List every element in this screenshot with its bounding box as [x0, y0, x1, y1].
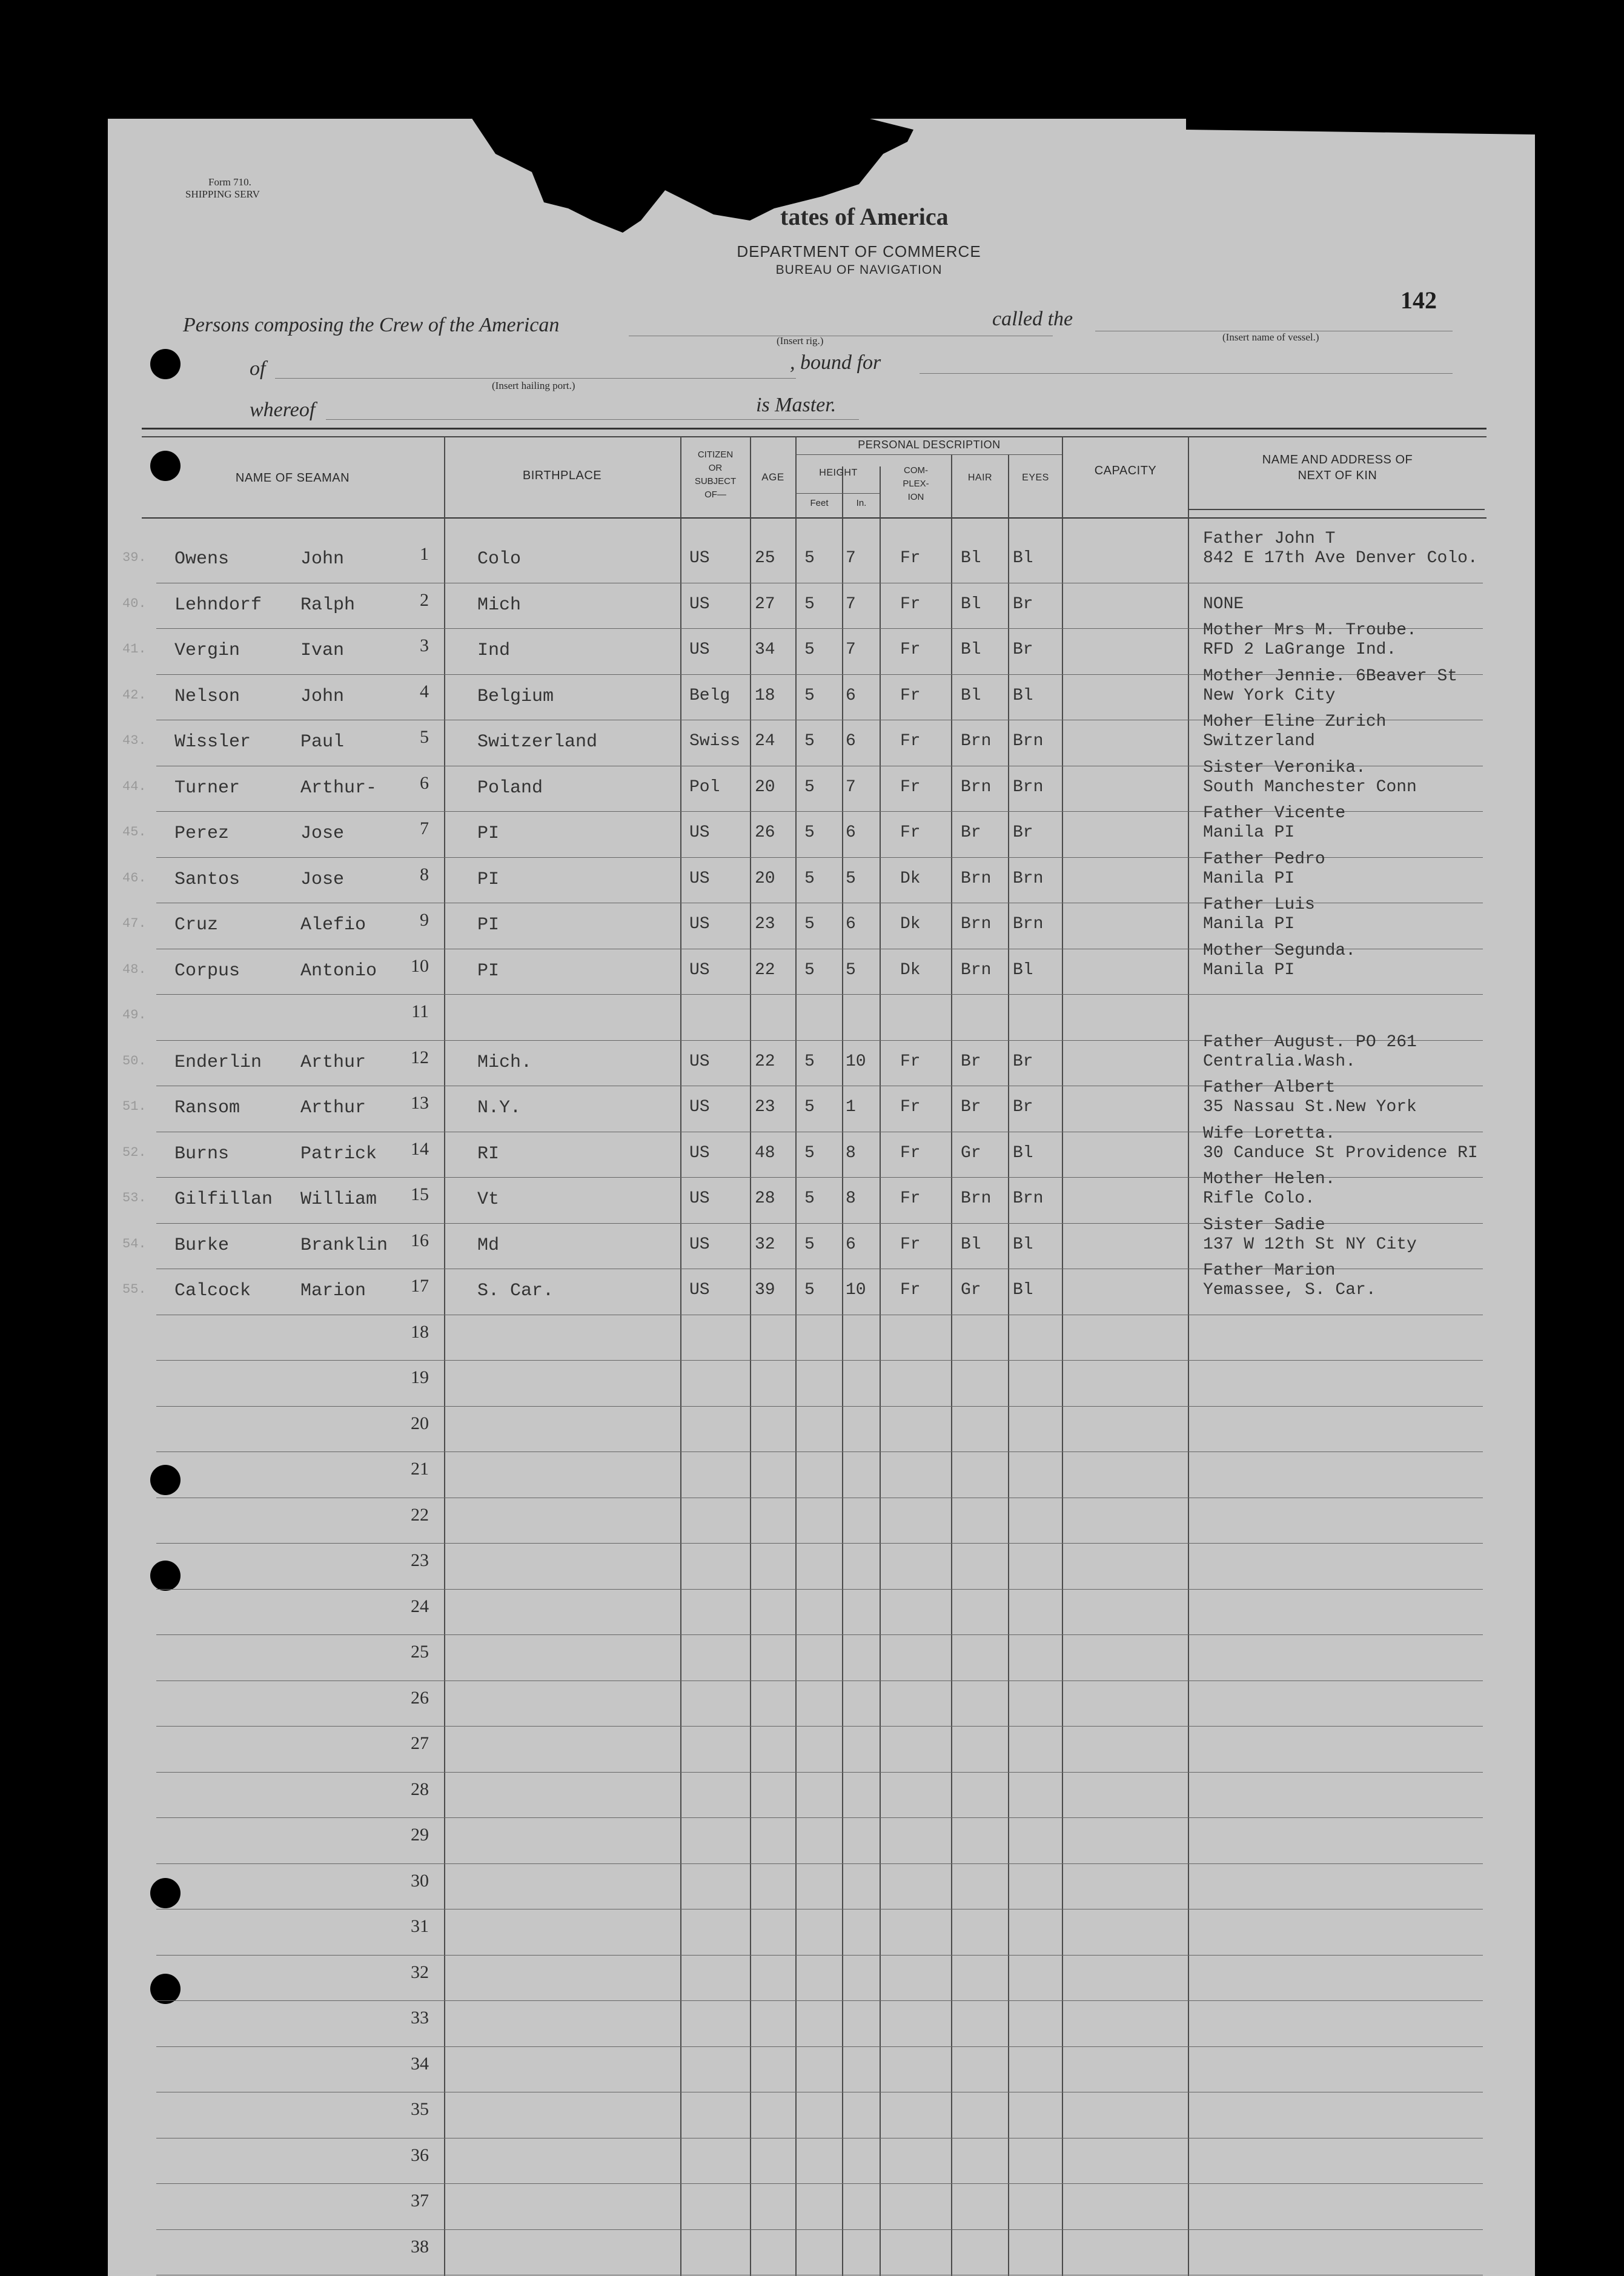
complexion-cell: Fr: [900, 1189, 921, 1208]
row-number: 20: [411, 1413, 429, 1433]
margin-index: 41.: [122, 642, 147, 657]
birthplace-cell: Switzerland: [477, 732, 598, 752]
row-divider: [156, 1543, 1483, 1544]
complexion-cell: Fr: [900, 686, 921, 705]
row-divider: [156, 1863, 1483, 1864]
next-of-kin-address: Rifle Colo.: [1203, 1189, 1315, 1208]
seaman-surname: Vergin: [174, 640, 240, 661]
age-cell: 32: [755, 1235, 775, 1254]
feet-cell: 5: [804, 549, 815, 568]
citizen-cell: US: [689, 1052, 710, 1071]
next-of-kin-name: Father John T: [1203, 529, 1336, 548]
inches-cell: 6: [846, 686, 856, 705]
complexion-cell: Fr: [900, 594, 921, 614]
inches-cell: 6: [846, 915, 856, 934]
service-label: SHIPPING SERV: [185, 188, 260, 200]
row-divider: [156, 2000, 1483, 2001]
torn-edge: [108, 118, 1535, 263]
master-label: is Master.: [756, 394, 837, 416]
punch-hole: [150, 349, 181, 379]
feet-cell: 5: [804, 1281, 815, 1299]
row-number: 21: [411, 1459, 429, 1479]
citizen-cell: US: [689, 1235, 710, 1254]
seaman-surname: Burns: [174, 1143, 230, 1164]
seaman-given-name: Branklin: [300, 1235, 388, 1256]
margin-index: 52.: [122, 1144, 147, 1160]
row-number: 27: [411, 1733, 429, 1753]
citizen-cell: US: [689, 1098, 710, 1116]
margin-index: 53.: [122, 1190, 147, 1206]
inches-cell: 7: [846, 594, 856, 614]
margin-index: 39.: [122, 550, 147, 565]
row-number: 34: [411, 2053, 429, 2074]
seaman-given-name: William: [300, 1189, 377, 1210]
row-number: 30: [411, 1870, 429, 1891]
next-of-kin-name: Sister Veronika.: [1203, 758, 1366, 777]
margin-index: 55.: [122, 1282, 147, 1297]
hair-cell: Br: [961, 823, 981, 842]
hair-cell: Bl: [961, 640, 981, 659]
hair-cell: Br: [961, 1098, 981, 1116]
punch-hole: [150, 1465, 181, 1495]
country-title: tates of America: [780, 203, 949, 230]
row-number: 32: [411, 1962, 429, 1982]
col-personal-desc-header: PERSONAL DESCRIPTION: [858, 439, 1001, 451]
next-of-kin-address: NONE: [1203, 594, 1244, 614]
eyes-cell: Bl: [1013, 1235, 1033, 1254]
form-number: Form 710.: [208, 176, 251, 188]
age-cell: 23: [755, 1098, 775, 1116]
margin-index: 45.: [122, 824, 147, 840]
margin-index: 40.: [122, 596, 147, 611]
birthplace-cell: Mich: [477, 594, 522, 615]
vessel-hint: (Insert name of vessel.): [1222, 331, 1319, 343]
inches-cell: 8: [846, 1189, 856, 1208]
citizen-cell: US: [689, 869, 710, 888]
col-feet-header: Feet: [810, 498, 829, 508]
eyes-cell: Br: [1013, 640, 1033, 659]
row-number: 5: [420, 727, 429, 747]
margin-index: 43.: [122, 733, 147, 748]
hair-cell: Brn: [961, 869, 992, 888]
seaman-surname: Enderlin: [174, 1052, 262, 1073]
seaman-given-name: Ralph: [300, 594, 356, 615]
eyes-cell: Brn: [1013, 915, 1044, 934]
complexion-cell: Fr: [900, 777, 921, 797]
next-of-kin-name: Father August. PO 261: [1203, 1032, 1417, 1052]
inches-cell: 7: [846, 777, 856, 797]
col-hair-header: HAIR: [967, 473, 993, 483]
citizen-cell: US: [689, 549, 710, 568]
birthplace-cell: Md: [477, 1235, 500, 1256]
seaman-surname: Calcock: [174, 1281, 251, 1301]
eyes-cell: Br: [1013, 594, 1033, 614]
next-of-kin-name: Mother Segunda.: [1203, 941, 1356, 960]
complexion-cell: Dk: [900, 915, 921, 934]
col-age-header: AGE: [761, 471, 784, 483]
row-number: 10: [411, 955, 429, 976]
row-number: 36: [411, 2145, 429, 2165]
citizen-cell: US: [689, 915, 710, 934]
hair-cell: Bl: [961, 1235, 981, 1254]
row-divider: [156, 2229, 1483, 2230]
row-divider: [156, 2183, 1483, 2184]
col-inches-header: In.: [856, 498, 867, 508]
next-of-kin-address: Manila PI: [1203, 823, 1295, 842]
row-divider: [156, 1772, 1483, 1773]
feet-cell: 5: [804, 594, 815, 614]
row-number: 2: [420, 589, 429, 610]
inches-cell: 10: [846, 1281, 866, 1299]
next-of-kin-address: Manila PI: [1203, 869, 1295, 888]
inches-cell: 1: [846, 1098, 856, 1116]
row-number: 14: [411, 1138, 429, 1159]
col-citizen-header: CITIZEN OR SUBJECT OF—: [694, 450, 737, 500]
col-capacity-header: CAPACITY: [1094, 464, 1157, 477]
birthplace-cell: RI: [477, 1143, 500, 1164]
seaman-given-name: Jose: [300, 823, 345, 844]
citizen-cell: US: [689, 960, 710, 980]
birthplace-cell: S. Car.: [477, 1281, 554, 1301]
row-divider: [156, 1406, 1483, 1407]
row-number: 12: [411, 1047, 429, 1067]
hair-cell: Brn: [961, 1189, 992, 1208]
eyes-cell: Bl: [1013, 1281, 1033, 1299]
seaman-given-name: Alefio: [300, 915, 366, 935]
age-cell: 39: [755, 1281, 775, 1299]
birthplace-cell: PI: [477, 869, 500, 890]
next-of-kin-name: Mother Helen.: [1203, 1170, 1336, 1189]
seaman-surname: Cruz: [174, 915, 219, 935]
complexion-cell: Fr: [900, 640, 921, 659]
inches-cell: 5: [846, 869, 856, 888]
margin-index: 42.: [122, 687, 147, 703]
next-of-kin-name: Sister Sadie: [1203, 1215, 1325, 1235]
crew-list-form: [108, 119, 1535, 2276]
row-number: 35: [411, 2099, 429, 2119]
row-divider: [156, 1589, 1483, 1590]
feet-cell: 5: [804, 1189, 815, 1208]
seaman-surname: Santos: [174, 869, 240, 890]
seaman-surname: Gilfillan: [174, 1189, 273, 1210]
next-of-kin-address: Yemassee, S. Car.: [1203, 1281, 1376, 1299]
seaman-given-name: Arthur-: [300, 777, 377, 798]
next-of-kin-address: Manila PI: [1203, 960, 1295, 980]
eyes-cell: Brn: [1013, 732, 1044, 751]
hair-cell: Gr: [961, 1281, 981, 1299]
next-of-kin-address: Switzerland: [1203, 732, 1315, 751]
citizen-cell: US: [689, 594, 710, 614]
bureau-title: BUREAU OF NAVIGATION: [775, 263, 943, 277]
margin-index: 44.: [122, 778, 147, 794]
birthplace-cell: PI: [477, 823, 500, 844]
margin-index: 47.: [122, 916, 147, 931]
feet-cell: 5: [804, 915, 815, 934]
col-birthplace-header: BIRTHPLACE: [522, 469, 602, 482]
inches-cell: 6: [846, 1235, 856, 1254]
hailing-port-hint: (Insert hailing port.): [492, 380, 575, 391]
seaman-given-name: Jose: [300, 869, 345, 890]
next-of-kin-address: RFD 2 LaGrange Ind.: [1203, 640, 1397, 659]
complexion-cell: Fr: [900, 1281, 921, 1299]
row-number: 17: [411, 1276, 429, 1296]
row-number: 9: [420, 910, 429, 930]
birthplace-cell: N.Y.: [477, 1098, 522, 1118]
next-of-kin-name: Father Luis: [1203, 895, 1315, 914]
row-divider: [156, 2046, 1483, 2047]
age-cell: 24: [755, 732, 775, 751]
eyes-cell: Br: [1013, 1098, 1033, 1116]
crew-line-label: Persons composing the Crew of the American: [183, 314, 560, 336]
eyes-cell: Brn: [1013, 869, 1044, 888]
seaman-given-name: Arthur: [300, 1098, 366, 1118]
eyes-cell: Bl: [1013, 686, 1033, 705]
feet-cell: 5: [804, 777, 815, 797]
margin-index: 50.: [122, 1053, 147, 1069]
row-number: 25: [411, 1642, 429, 1662]
birthplace-cell: Belgium: [477, 686, 554, 707]
complexion-cell: Fr: [900, 1143, 921, 1163]
row-number: 22: [411, 1504, 429, 1525]
eyes-cell: Br: [1013, 1052, 1033, 1071]
age-cell: 28: [755, 1189, 775, 1208]
next-of-kin-address: New York City: [1203, 686, 1336, 705]
punch-hole: [150, 1878, 181, 1908]
col-eyes-header: EYES: [1022, 473, 1049, 483]
row-number: 19: [411, 1367, 429, 1387]
feet-cell: 5: [804, 1098, 815, 1116]
next-of-kin-name: Mother Jennie. 6Beaver St: [1203, 666, 1458, 686]
feet-cell: 5: [804, 1143, 815, 1163]
next-of-kin-name: Father Vicente: [1203, 804, 1346, 823]
hair-cell: Bl: [961, 549, 981, 568]
next-of-kin-address: 30 Canduce St Providence RI: [1203, 1143, 1478, 1163]
age-cell: 18: [755, 686, 775, 705]
seaman-surname: Lehndorf: [174, 594, 262, 615]
hair-cell: Brn: [961, 732, 992, 751]
row-number: 1: [420, 544, 429, 564]
row-number: 13: [411, 1093, 429, 1113]
col-height-header: HEIGHT: [819, 468, 858, 478]
row-number: 37: [411, 2191, 429, 2211]
birthplace-cell: Ind: [477, 640, 511, 661]
row-number: 31: [411, 1916, 429, 1936]
seaman-given-name: Ivan: [300, 640, 345, 661]
seaman-surname: Wissler: [174, 732, 251, 752]
punch-hole: [150, 1561, 181, 1591]
birthplace-cell: PI: [477, 915, 500, 935]
row-number: 3: [420, 635, 429, 655]
row-divider: [156, 1817, 1483, 1818]
next-of-kin-name: Father Marion: [1203, 1261, 1336, 1280]
next-of-kin-address: 842 E 17th Ave Denver Colo.: [1203, 549, 1478, 568]
col-complexion-header: COM- PLEX- ION: [903, 465, 929, 502]
row-number: 24: [411, 1596, 429, 1616]
eyes-cell: Bl: [1013, 960, 1033, 980]
citizen-cell: US: [689, 1281, 710, 1299]
seaman-surname: Perez: [174, 823, 230, 844]
seaman-surname: Owens: [174, 549, 230, 569]
row-number: 29: [411, 1825, 429, 1845]
row-number: 8: [420, 864, 429, 884]
row-number: 26: [411, 1687, 429, 1708]
margin-index: 54.: [122, 1236, 147, 1252]
margin-index: 46.: [122, 870, 147, 886]
inches-cell: 10: [846, 1052, 866, 1071]
col-name-header: NAME OF SEAMAN: [235, 471, 350, 485]
citizen-cell: Swiss: [689, 732, 741, 751]
feet-cell: 5: [804, 686, 815, 705]
col-next-of-kin-header: NAME AND ADDRESS OF NEXT OF KIN: [1262, 453, 1413, 482]
age-cell: 34: [755, 640, 775, 659]
complexion-cell: Dk: [900, 960, 921, 980]
row-divider: [156, 1634, 1483, 1635]
margin-index: 49.: [122, 1007, 147, 1023]
seaman-surname: Nelson: [174, 686, 240, 707]
age-cell: 23: [755, 915, 775, 934]
hair-cell: Brn: [961, 960, 992, 980]
eyes-cell: Brn: [1013, 777, 1044, 797]
row-number: 18: [411, 1321, 429, 1342]
next-of-kin-name: Father Pedro: [1203, 849, 1325, 869]
feet-cell: 5: [804, 1052, 815, 1071]
bound-for-label: , bound for: [790, 351, 881, 374]
hair-cell: Bl: [961, 686, 981, 705]
rig-hint: (Insert rig.): [777, 335, 824, 347]
whereof-label: whereof: [250, 399, 316, 421]
citizen-cell: US: [689, 1143, 710, 1163]
row-number: 28: [411, 1779, 429, 1799]
age-cell: 22: [755, 1052, 775, 1071]
inches-cell: 8: [846, 1143, 856, 1163]
seaman-given-name: Paul: [300, 732, 345, 752]
seaman-given-name: John: [300, 549, 345, 569]
hair-cell: Bl: [961, 594, 981, 614]
inches-cell: 6: [846, 823, 856, 842]
feet-cell: 5: [804, 960, 815, 980]
age-cell: 26: [755, 823, 775, 842]
birthplace-cell: Poland: [477, 777, 543, 798]
feet-cell: 5: [804, 823, 815, 842]
eyes-cell: Bl: [1013, 1143, 1033, 1163]
seaman-surname: Burke: [174, 1235, 230, 1256]
complexion-cell: Dk: [900, 869, 921, 888]
citizen-cell: Belg: [689, 686, 731, 705]
row-number: 16: [411, 1230, 429, 1250]
row-divider: [156, 1360, 1483, 1361]
birthplace-cell: PI: [477, 960, 500, 981]
complexion-cell: Fr: [900, 823, 921, 842]
complexion-cell: Fr: [900, 1052, 921, 1071]
citizen-cell: US: [689, 640, 710, 659]
birthplace-cell: Colo: [477, 549, 522, 569]
birthplace-cell: Vt: [477, 1189, 500, 1210]
birthplace-cell: Mich.: [477, 1052, 532, 1073]
next-of-kin-name: Mother Mrs M. Troube.: [1203, 621, 1417, 640]
inches-cell: 7: [846, 549, 856, 568]
row-number: 38: [411, 2236, 429, 2257]
next-of-kin-name: Wife Loretta.: [1203, 1124, 1336, 1143]
row-number: 6: [420, 772, 429, 793]
citizen-cell: US: [689, 823, 710, 842]
complexion-cell: Fr: [900, 1098, 921, 1116]
feet-cell: 5: [804, 1235, 815, 1254]
next-of-kin-address: Centralia.Wash.: [1203, 1052, 1356, 1071]
seaman-given-name: Arthur: [300, 1052, 366, 1073]
inches-cell: 5: [846, 960, 856, 980]
seaman-given-name: John: [300, 686, 345, 707]
next-of-kin-address: South Manchester Conn: [1203, 777, 1417, 797]
row-divider: [156, 1726, 1483, 1727]
next-of-kin-address: Manila PI: [1203, 915, 1295, 934]
age-cell: 25: [755, 549, 775, 568]
inches-cell: 7: [846, 640, 856, 659]
seaman-surname: Turner: [174, 777, 240, 798]
sheet-number: 142: [1400, 287, 1437, 314]
hair-cell: Brn: [961, 777, 992, 797]
row-divider: [156, 1680, 1483, 1681]
margin-index: 48.: [122, 961, 147, 977]
inches-cell: 6: [846, 732, 856, 751]
eyes-cell: Brn: [1013, 1189, 1044, 1208]
seaman-given-name: Marion: [300, 1281, 366, 1301]
hair-cell: Gr: [961, 1143, 981, 1163]
seaman-given-name: Patrick: [300, 1143, 377, 1164]
age-cell: 20: [755, 777, 775, 797]
eyes-cell: Bl: [1013, 549, 1033, 568]
citizen-cell: Pol: [689, 777, 720, 797]
row-number: 4: [420, 681, 429, 702]
row-number: 23: [411, 1550, 429, 1570]
hair-cell: Br: [961, 1052, 981, 1071]
seaman-given-name: Antonio: [300, 960, 377, 981]
row-number: 15: [411, 1184, 429, 1204]
next-of-kin-address: 35 Nassau St.New York: [1203, 1098, 1417, 1116]
feet-cell: 5: [804, 869, 815, 888]
seaman-surname: Corpus: [174, 960, 240, 981]
department-title: DEPARTMENT OF COMMERCE: [737, 242, 981, 260]
margin-index: 51.: [122, 1099, 147, 1114]
next-of-kin-name: Moher Eline Zurich: [1203, 712, 1387, 731]
seaman-surname: Ransom: [174, 1098, 240, 1118]
next-of-kin-name: Father Albert: [1203, 1078, 1336, 1097]
next-of-kin-address: 137 W 12th St NY City: [1203, 1235, 1417, 1254]
row-divider: [156, 1955, 1483, 1956]
age-cell: 20: [755, 869, 775, 888]
complexion-cell: Fr: [900, 1235, 921, 1254]
age-cell: 27: [755, 594, 775, 614]
age-cell: 48: [755, 1143, 775, 1163]
complexion-cell: Fr: [900, 549, 921, 568]
feet-cell: 5: [804, 640, 815, 659]
citizen-cell: US: [689, 1189, 710, 1208]
hair-cell: Brn: [961, 915, 992, 934]
punch-hole: [150, 1974, 181, 2004]
complexion-cell: Fr: [900, 732, 921, 751]
age-cell: 22: [755, 960, 775, 980]
row-number: 11: [411, 1001, 429, 1021]
row-number: 33: [411, 2008, 429, 2028]
called-the-label: called the: [992, 308, 1073, 330]
feet-cell: 5: [804, 732, 815, 751]
of-label: of: [250, 357, 266, 380]
row-number: 7: [420, 818, 429, 838]
eyes-cell: Br: [1013, 823, 1033, 842]
